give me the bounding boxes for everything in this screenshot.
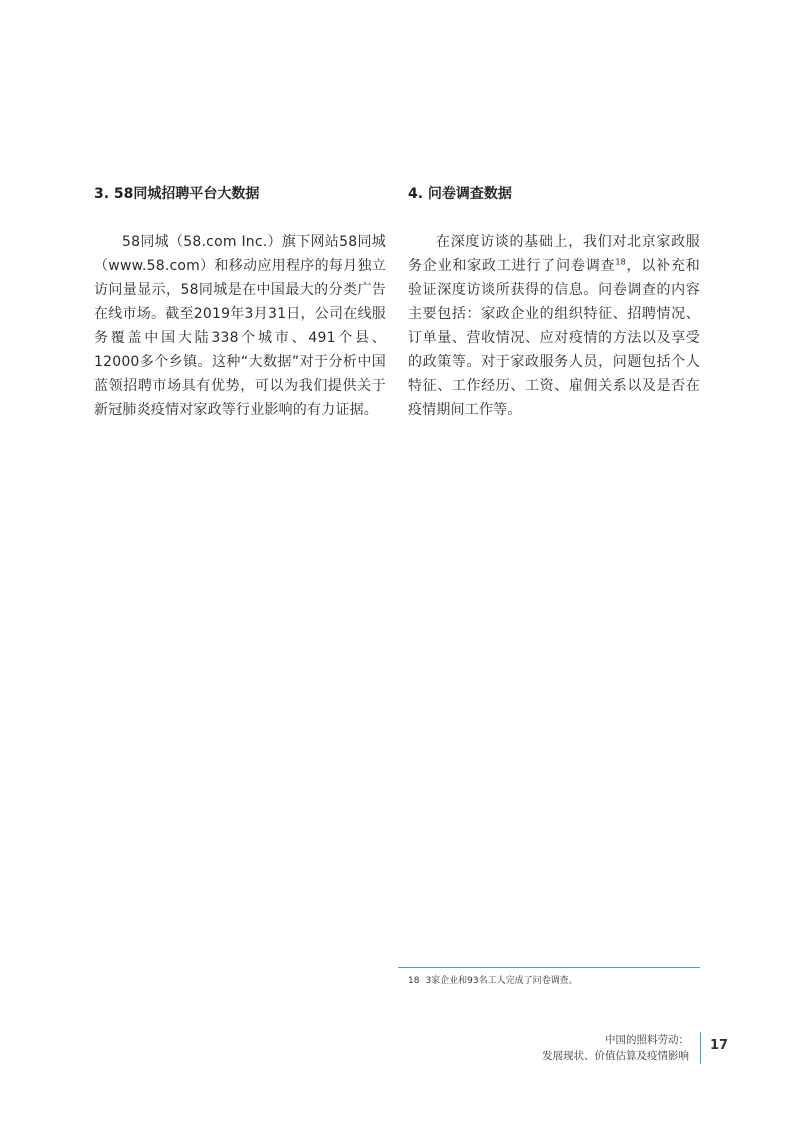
footer-divider (700, 1032, 701, 1064)
section-paragraph-58-data: 58同城（58.com Inc.）旗下网站58同城（www.58.com）和移动应用程序的每月独立访问量显示，58同城是在中国最大的分类广告在线市场。截至2019年3月31日，公司在线服务覆盖中国大陆338个城市、491个县、12000多个乡镇。这种“大数据”对于分析中国蓝领招聘市场具有优势，可以为我们提供关于新冠肺炎疫情对家政等行业影响的有力证据。 (94, 234, 386, 418)
footnote-reference[interactable]: 18 (615, 257, 626, 267)
section-heading-survey-data: 4. 问卷调查数据 (408, 186, 512, 202)
right-column (408, 184, 700, 422)
paragraph-text-part-2: ，以补充和验证深度访谈所获得的信息。问卷调查的内容主要包括：家政企业的组织特征、招聘情况、订单量、营收情况、应对疫情的方法以及享受的政策等。对于家政服务人员，问题包括个人特征、工作经历、工资、雇佣关系以及是否在疫情期间工作等。 (408, 258, 700, 418)
footer-title-line-1: 中国的照料劳动： (605, 1034, 689, 1046)
footnote-divider (398, 967, 700, 968)
left-column (94, 184, 386, 422)
running-footer-title (542, 1032, 689, 1064)
section-paragraph-survey-data (408, 230, 700, 422)
paragraph-text-part-1: 在深度访谈的基础上，我们对北京家政服务企业和家政工进行了问卷调查 (408, 234, 700, 274)
footer-title-line-2: 发展现状、价值估算及疫情影响 (542, 1050, 689, 1062)
footnote (408, 975, 578, 988)
footnote-number: 18 (408, 976, 420, 986)
section-heading-58-data: 3. 58同城招聘平台大数据 (94, 186, 260, 202)
page-number: 17 (710, 1038, 729, 1053)
footnote-text: 3家企业和93名工人完成了问卷调查。 (425, 976, 578, 986)
